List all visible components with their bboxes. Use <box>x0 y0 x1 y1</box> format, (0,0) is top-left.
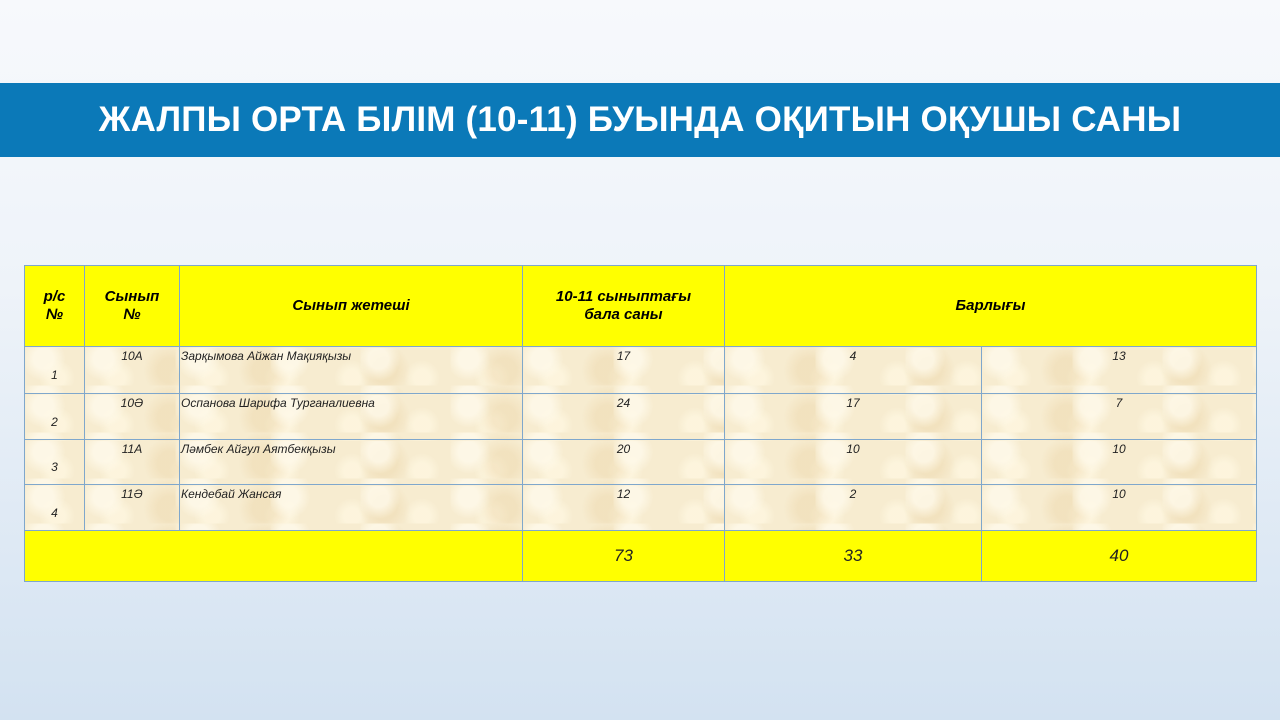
table-row <box>25 440 1257 485</box>
row-class: 11Ә <box>85 485 180 531</box>
row-col-b: 10 <box>982 485 1257 531</box>
row-teacher: Зарқымова Айжан Мақияқызы <box>180 347 523 394</box>
row-num: 1 <box>25 347 85 394</box>
row-num: 4 <box>25 485 85 531</box>
table-total-row <box>25 531 1257 582</box>
row-col-b: 7 <box>982 394 1257 440</box>
total-count: 73 <box>523 531 725 582</box>
title-band <box>0 83 1280 157</box>
header-count-line2: бала саны <box>584 306 663 323</box>
total-label-cell <box>25 531 523 582</box>
row-col-b: 13 <box>982 347 1257 394</box>
table-header-row <box>25 266 1257 347</box>
header-class-line1: Сынып <box>104 288 160 305</box>
header-num <box>25 266 85 347</box>
table-row <box>25 394 1257 440</box>
total-col-b: 40 <box>982 531 1257 582</box>
total-col-a: 33 <box>725 531 982 582</box>
row-col-b: 10 <box>982 440 1257 485</box>
row-count: 17 <box>523 347 725 394</box>
table-row <box>25 485 1257 531</box>
row-col-a: 2 <box>725 485 982 531</box>
row-count: 24 <box>523 394 725 440</box>
row-col-a: 10 <box>725 440 982 485</box>
table-row <box>25 347 1257 394</box>
row-class: 10Ә <box>85 394 180 440</box>
header-total: Барлығы <box>725 266 1257 347</box>
row-num: 3 <box>25 440 85 485</box>
row-count: 12 <box>523 485 725 531</box>
row-num: 2 <box>25 394 85 440</box>
row-col-a: 17 <box>725 394 982 440</box>
header-num-line2: № <box>45 306 64 323</box>
row-count: 20 <box>523 440 725 485</box>
row-class: 11А <box>85 440 180 485</box>
row-teacher: Оспанова Шарифа Турганалиевна <box>180 394 523 440</box>
students-table <box>24 265 1257 582</box>
header-count-line1: 10-11 сыныптағы <box>555 288 692 305</box>
row-class: 10А <box>85 347 180 394</box>
header-class-line2: № <box>123 306 141 323</box>
row-teacher: Ләмбек Айгул Аятбекқызы <box>180 440 523 485</box>
header-num-line1: р/с <box>43 288 66 305</box>
header-class <box>85 266 180 347</box>
row-col-a: 4 <box>725 347 982 394</box>
slide-title: ЖАЛПЫ ОРТА БІЛІМ (10-11) БУЫНДА ОҚИТЫН ОҚУШЫ САНЫ <box>98 100 1182 139</box>
row-teacher: Кендебай Жансая <box>180 485 523 531</box>
header-teacher: Сынып жетеші <box>180 266 523 347</box>
header-count <box>523 266 725 347</box>
